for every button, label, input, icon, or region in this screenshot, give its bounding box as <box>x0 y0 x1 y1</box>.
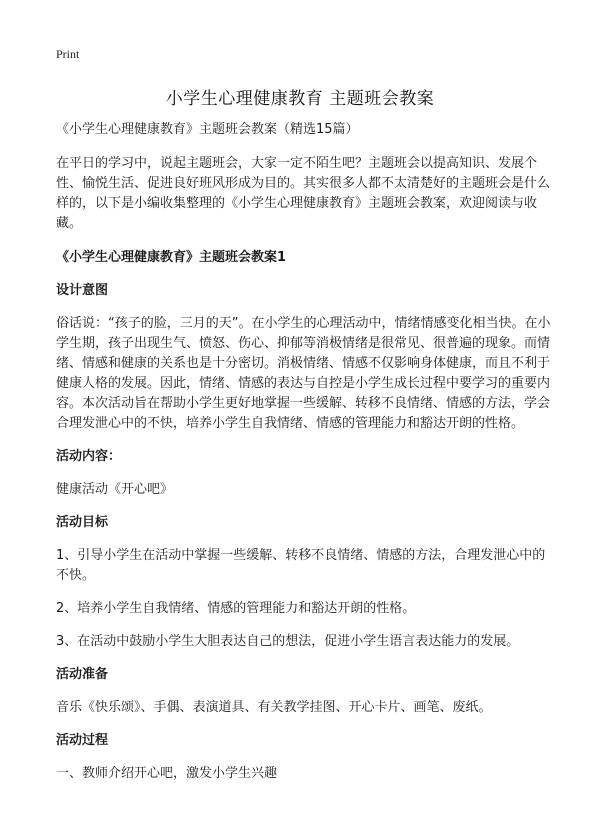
goal-item: 1、引导小学生在活动中掌握一些缓解、转移不良情绪、情感的方法，合理发泄心中的不快。 <box>56 548 546 583</box>
content-paragraph: 健康活动《开心吧》 <box>56 482 174 497</box>
goal-item: 3、在活动中鼓励小学生大胆表达自己的想法，促进小学生语言表达能力的发展。 <box>56 634 520 649</box>
prep-paragraph: 音乐《快乐颂》、手偶、表演道具、有关教学挂图、开心卡片、画笔、废纸。 <box>56 700 492 715</box>
print-link[interactable]: Print <box>56 47 80 61</box>
prep-heading: 活动准备 <box>56 667 109 682</box>
process-heading: 活动过程 <box>56 733 109 748</box>
document-body <box>56 120 552 797</box>
design-paragraph: 俗话说：“孩子的脸，三月的天”。在小学生的心理活动中，情绪情感变化相当快。在小学生期，孩子出现生气、愤怒、伤心、抑郁等消极情绪是很常见、很普遍的现象。而情绪、情感和健康的关系也是十分密切。消极情绪、情感不仅影响身体健康，而且不利于健康人格的发展。因此，情绪、情感的表达与自控是小学生成长过程中要学习的重要内容。本次活动旨在帮助小学生更好地掌握一些缓解、转移不良情绪、情感的方法，学会合理发泄心中的不快，培养小学生自我情绪、情感的管理能力和豁达开朗的性格。 <box>56 316 551 431</box>
goal-item: 2、培养小学生自我情绪、情感的管理能力和豁达开朗的性格。 <box>56 601 416 616</box>
lesson-heading: 《小学生心理健康教育》主题班会教案1 <box>56 250 287 265</box>
page-title: 小学生心理健康教育 主题班会教案 <box>165 89 435 109</box>
intro-paragraph: 在平日的学习中，说起主题班会，大家一定不陌生吧？主题班会以提高知识、发展个性、愉悦生活、促进良好班风形成为目的。其实很多人都不太清楚好的主题班会是什么样的，以下是小编收集整理的《小学生心理健康教育》主题班会教案，欢迎阅读与收藏。 <box>56 156 551 231</box>
design-heading: 设计意图 <box>56 283 109 298</box>
process-paragraph: 一、教师介绍开心吧，激发小学生兴趣 <box>56 766 278 781</box>
document-subtitle: 《小学生心理健康教育》主题班会教案（精选15篇） <box>56 122 359 137</box>
goals-heading: 活动目标 <box>56 515 109 530</box>
content-heading: 活动内容： <box>56 449 122 464</box>
